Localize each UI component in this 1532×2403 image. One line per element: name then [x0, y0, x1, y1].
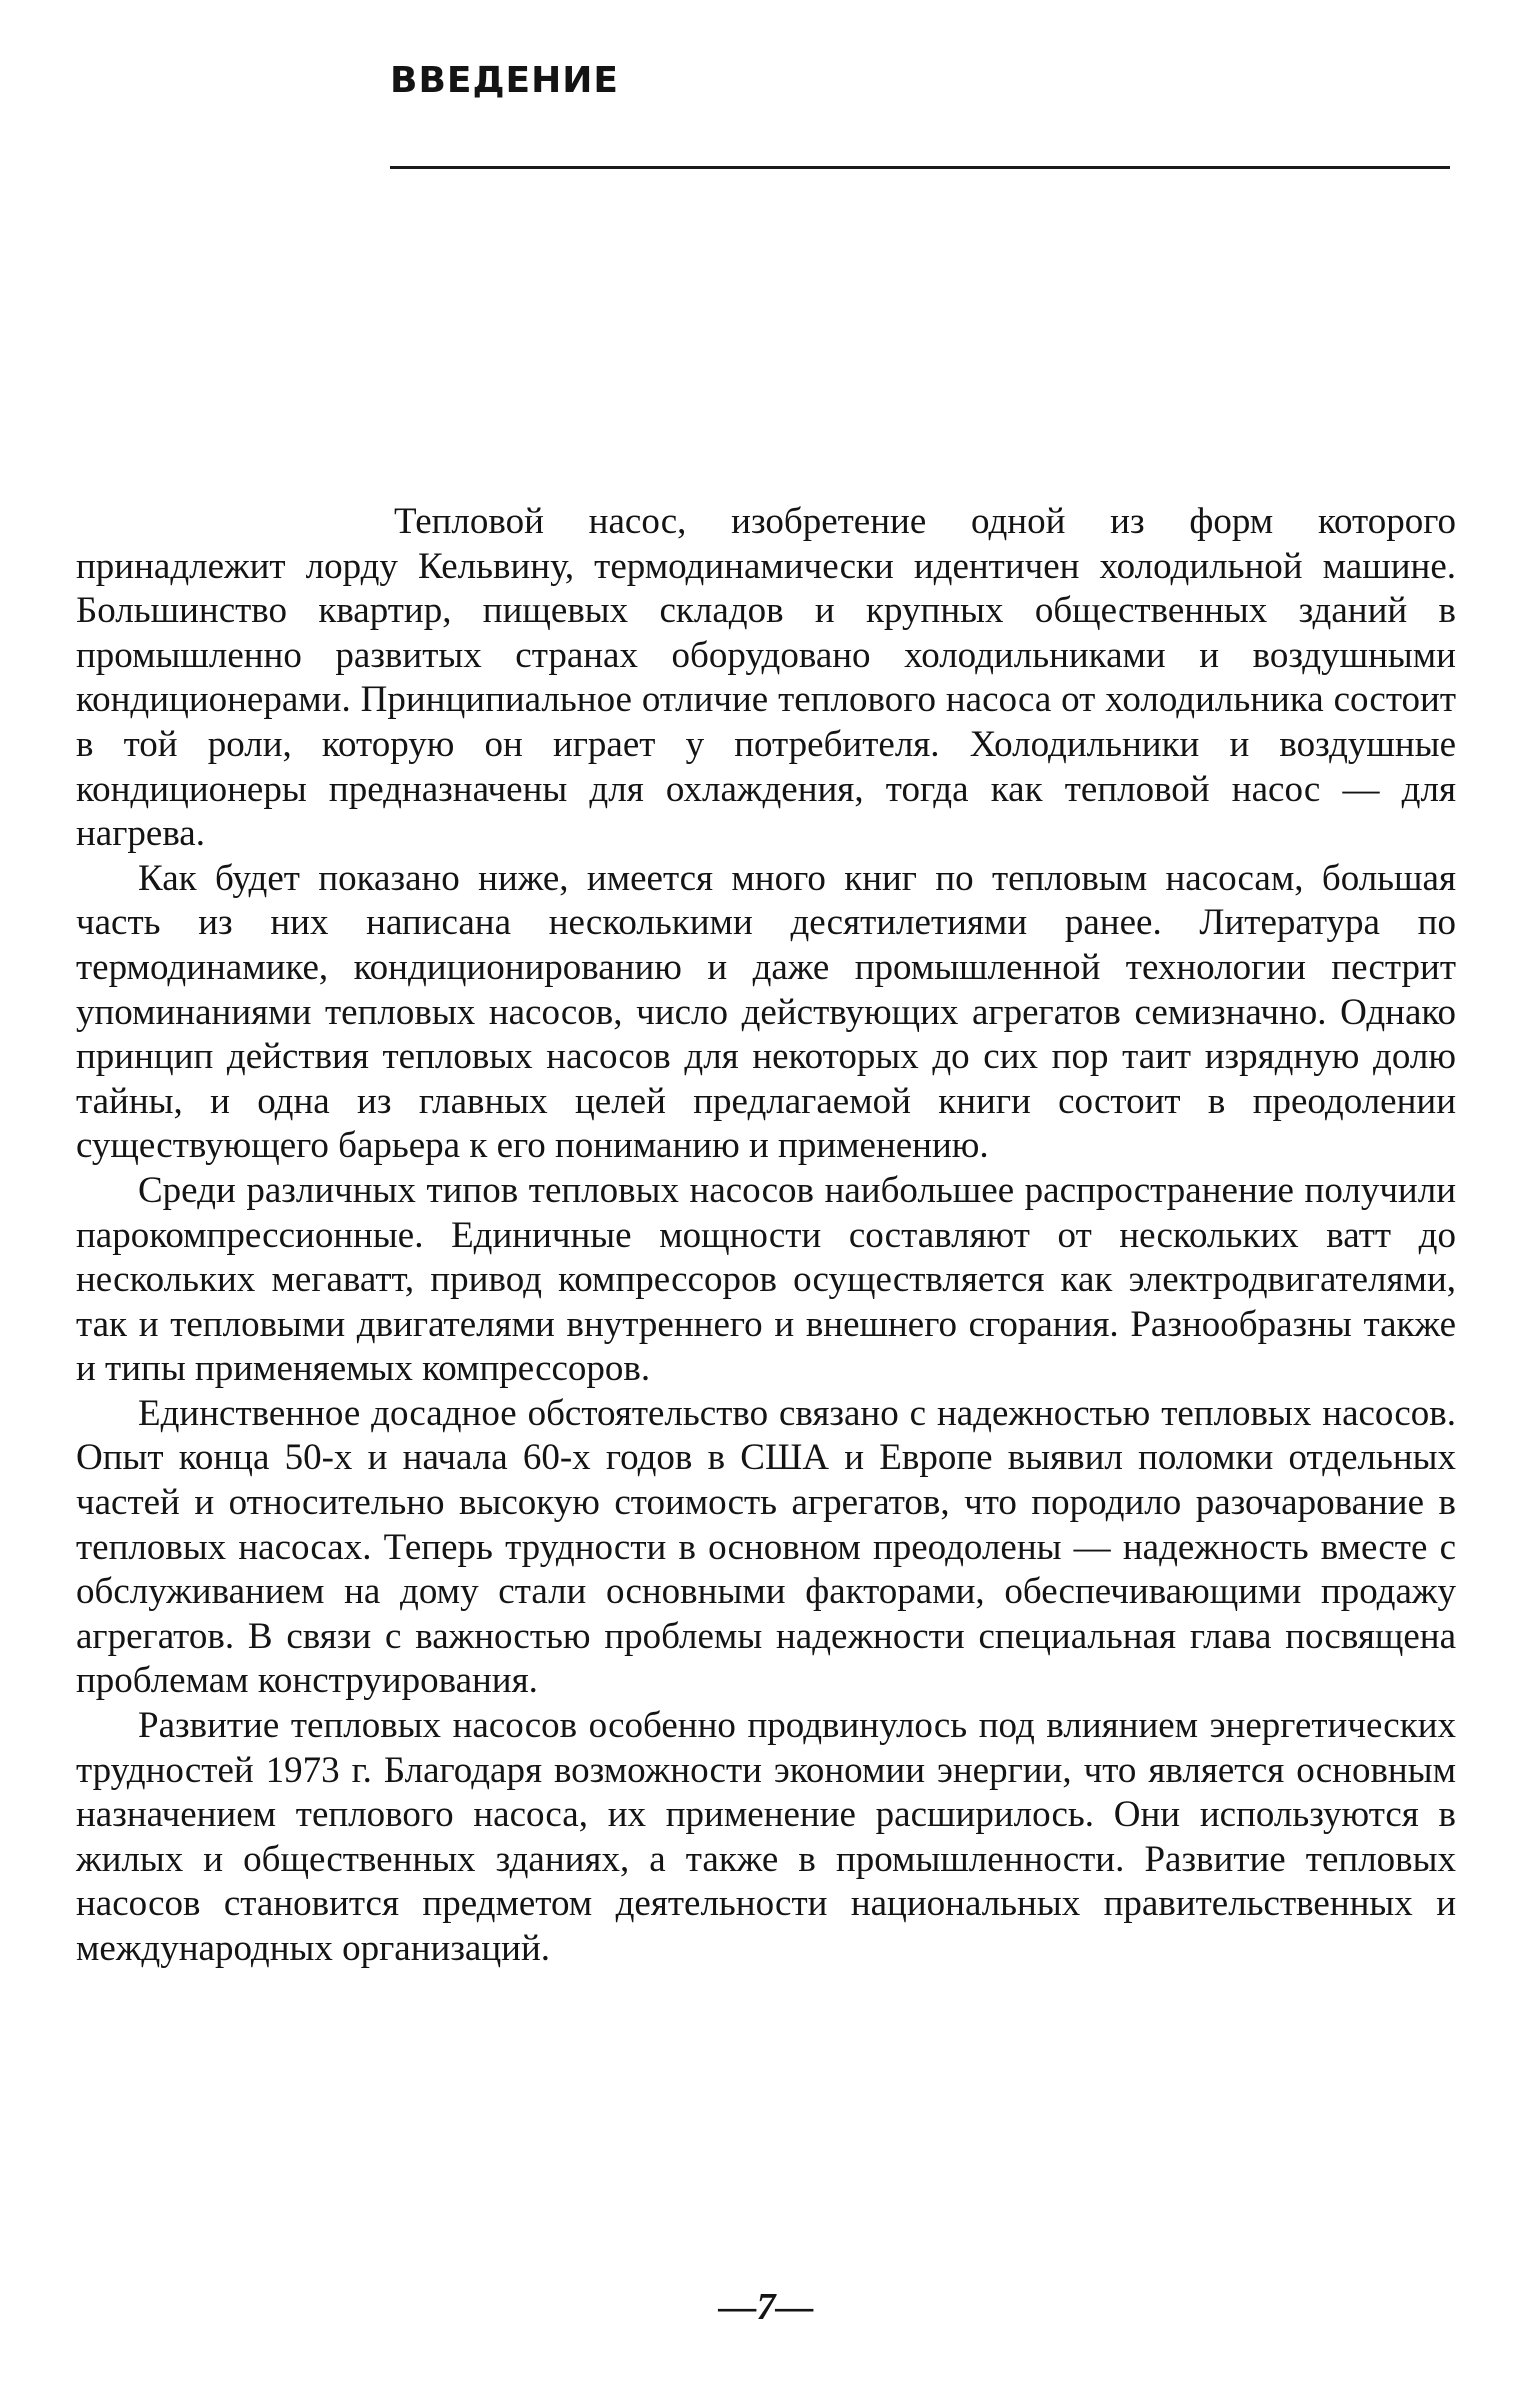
body-text: [76, 500, 1456, 1972]
heading-rule: [390, 166, 1450, 169]
paragraph-1: Тепловой насос, изобретение одной из форм которого принадлежит лорду Кельвину, термодинамически идентичен холодильной машине. Большинство квартир, пищевых складов и крупных общественных зданий в промышленно развитых странах оборудовано холодильниками и воздушными кондиционерами. Принципиальное отличие теплового насоса от холодильника состоит в той роли, которую он играет у потребителя. Холодильники и воздушные кондиционеры предназначены для охлаждения, тогда как тепловой насос — для нагрева.: [76, 501, 1456, 855]
paragraph-4: Единственное досадное обстоятельство связано с надежностью тепловых насосов. Опыт конца 50-х и начала 60-х годов в США и Европе выявил поломки отдельных частей и относительно высокую стоимость агрегатов, что породило разочарование в тепловых насосах. Теперь трудности в основном преодолены — надежность вместе с обслуживанием на дому стали основными факторами, обеспечивающими продажу агрегатов. В связи с важностью проблемы надежности специальная глава посвящена проблемам конструирования.: [76, 1392, 1456, 1702]
paragraph-3: Среди различных типов тепловых насосов наибольшее распространение получили парокомпрессионные. Единичные мощности составляют от нескольких ватт до нескольких мегаватт, привод компрессоров осуществляется как электродвигателями, так и тепловыми двигателями внутреннего и внешнего сгорания. Разнообразны также и типы применяемых компрессоров.: [76, 1169, 1456, 1390]
paragraph-5: Развитие тепловых насосов особенно продвинулось под влиянием энергетических трудностей 1973 г. Благодаря возможности экономии энергии, что является основным назначением теплового насоса, их применение расширилось. Они используются в жилых и общественных зданиях, а также в промышленности. Развитие тепловых насосов становится предметом деятельности национальных правительственных и международных организаций.: [76, 1705, 1456, 1969]
chapter-heading: ВВЕДЕНИЕ: [390, 60, 619, 101]
page-number: —7—: [718, 2286, 814, 2328]
paragraph-2: Как будет показано ниже, имеется много книг по тепловым насосам, большая часть из них написана несколькими десятилетиями ранее. Литература по термодинамике, кондиционированию и даже промышленной технологии пестрит упоминаниями тепловых насосов, число действующих агрегатов семизначно. Однако принцип действия тепловых насосов для некоторых до сих пор таит изрядную долю тайны, и одна из главных целей предлагаемой книги состоит в преодолении существующего барьера к его пониманию и применению.: [76, 857, 1456, 1167]
